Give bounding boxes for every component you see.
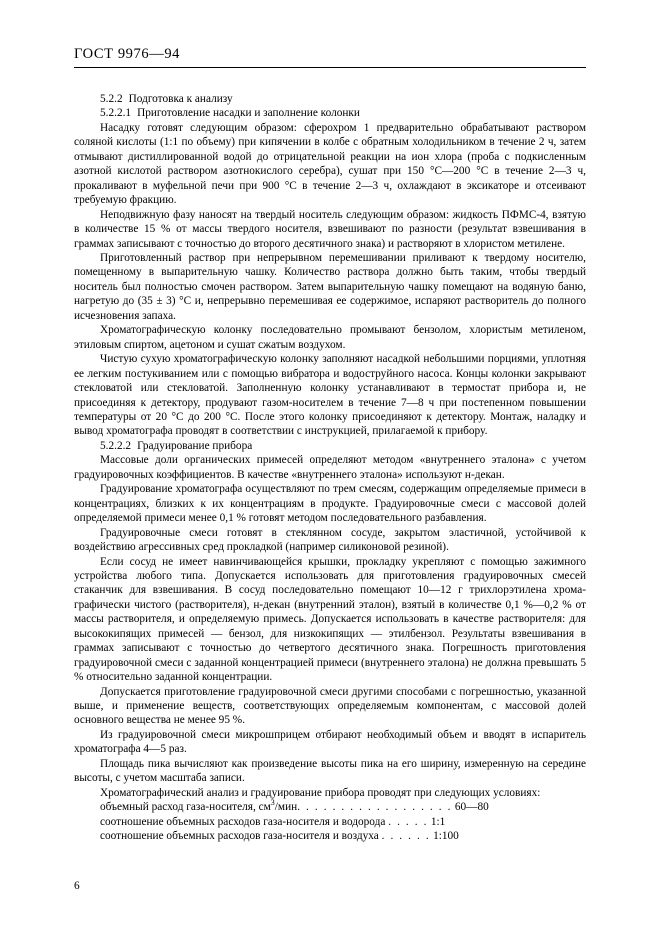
conditions-list [74,800,586,843]
clause-number: 5.2.2.1 [100,107,132,120]
paragraph: Градуировочные смеси готовят в стеклянном сосуде, закрытом эластичной, устойчивой к воздействию агрессивных сред прокладкой (например силиконовой резиной). [74,526,586,554]
standard-number: ГОСТ 9976—94 [74,46,181,62]
page-header [74,46,586,68]
clause-number: 5.2.2.2 [100,439,132,452]
condition-label-pre: соотношение объемных расходов газа-носителя и воздуха [100,830,379,843]
clause-title: Приготовление насадки и заполнение колонки [137,107,360,120]
paragraph: Допускается приготовление градуировочной смеси другими способами с погрешностью, указанной выше, и применение веществ, соответствующих определяемым компонентам, с массовой долей основного вещества не менее 95 %. [74,685,586,727]
condition-leader-dots: . . . . . [388,815,429,828]
page-number: 6 [74,880,80,892]
clause-heading-5-2-2-2 [74,439,586,453]
condition-row [74,800,586,814]
header-divider [74,67,586,68]
paragraph: Хроматографический анализ и градуирование прибора проводят при следующих условиях: [100,786,541,799]
condition-row [74,815,586,829]
condition-superscript: 3 [270,798,275,808]
clause-heading-5-2-2-1 [74,106,586,120]
condition-row [74,829,586,843]
clause-title: Градуирование прибора [137,439,253,452]
condition-value: 1:1 [430,815,446,828]
paragraph: Площадь пика вычисляют как произведение высоты пика на его ширину, измеренную на середине высоты, с учетом масштаба записи. [74,757,586,785]
paragraph: Из градуировочной смеси микрошприцем отбирают необходимый объем и вводят в испаритель хроматографа 4—5 раз. [74,728,586,756]
paragraph: Хроматографическую колонку последовательно промывают бензолом, хлористым метиленом, этиловым спиртом, ацетоном и сушат сжатым воздухом. [74,324,586,351]
clause-heading-5-2-2 [74,92,586,106]
paragraph: Массовые доли органических примесей определяют методом «внутреннего эталона» с учетом градуировочных коэффициентов. В качестве «внутреннего эталона» используют н-декан. [74,454,586,481]
condition-label-pre: соотношение объемных расходов газа-носителя и водорода [100,815,386,828]
condition-value: 60—80 [454,801,489,814]
clause-title: Подготовка к анализу [128,93,233,105]
condition-leader-dots: . . . . . . . . . . . . . . . . . . [297,801,453,814]
document-body [74,92,586,844]
clause-number: 5.2.2 [100,93,123,105]
paragraph: Чистую сухую хроматографическую колонку заполняют насадкой небольшими порциями, уплотняя ее легким постукиванием или с помощью вибратора и водоструйного насоса. Концы колонки закрывают стекловатой или стекловатой. Заполненную колонку устанавливают в термостат прибора и, не присоединяя к детектору, продувают газом-носителем в течение 7—8 ч при постепенном повышении температуры от 20 °С до 200 °С. После этого колонку присоединяют к детектору. Монтаж, наладку и вывод хроматографа проводят в соответствии с инструкцией, прилагаемой к прибору. [74,353,586,438]
paragraph: Приготовленный раствор при непрерывном перемешивании приливают к твердому носителю, помещенному в выпарительную чашку. Количество раствора должно быть таким, чтобы твердый носитель был полностью смочен раствором. Затем выпарительную чашку помещают на водяную баню, нагретую до (35 ± 3) °С и, непрерывно перемешивая ее содержимое, испаряют растворитель до полного исчезновения запаха. [74,251,586,322]
condition-value: 1:100 [433,830,459,843]
paragraph: Неподвижную фазу наносят на твердый носитель следующим образом: жидкость ПФМС-4, взятую в количестве 15 % от массы твердого носителя, взвешивают по разности (результат взвешивания в граммах записывают с точностью до второго десятичного знака) и растворяют в хлористом метилене. [74,208,586,250]
condition-label-pre: объемный расход газа-носителя, см [100,801,271,814]
paragraph: Насадку готовят следующим образом: сферохром 1 предварительно обрабатывают раствором соляной кислоты (1:1 по объему) при кипячении в колбе с обратным холодильником в течение 2 ч, затем отмывают дистиллированной водой до отрицательной реакции на ион хлора (проба с подкисленным азотной кислотой раствором азотнокислого серебра), сушат при 150 °С—200 °С в течение 2—3 ч, прокаливают в муфельной печи при 900 °С в течение 2—3 ч, охлаждают в эксикаторе и отсеивают требуемую фракцию. [74,121,586,207]
paragraph: Градуирование хроматографа осуществляют по трем смесям, содержащим определяемые примеси в концентрациях, близких к их концентрациям в продукте. Градуировочные смеси с массовой долей определяемой примеси менее 0,1 % готовят методом последовательного разбавления. [74,483,586,525]
condition-leader-dots: . . . . . . [381,830,431,843]
condition-label-post: /мин [274,801,298,814]
paragraph: Если сосуд не имеет навинчивающейся крышки, прокладку укрепляют с помощью зажимного устройства любого типа. Допускается использовать для приготовления градуировочных смесей стаканчик для взвешивания. В сосуд последовательно помещают 10—12 г трихлорэтилена хромаграфически чистого (растворителя), н-декан (внутренний эталон), взятый в количестве 0,1 %—0,2 % от массы растворителя, и определяемую примесь. Допускается использовать в качестве растворителя: для высококипящих примесей — бензол, для низкокипящих — этилбензол. Результаты взвешивания в граммах записывают с точностью до четвертого десятичного знака. Погрешность приготовления градуировочной смеси с заданной концентрацией примеси (внутреннего эталона) не должна превышать 5 % относительно заданной концентрации. [74,555,586,684]
